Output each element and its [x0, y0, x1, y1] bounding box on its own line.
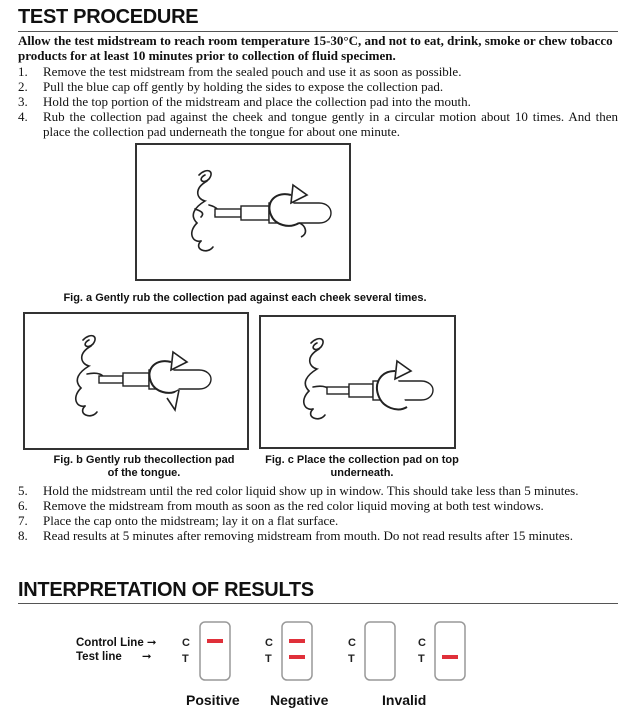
step-text: Place the cap onto the midstream; lay it on a flat surface. — [43, 513, 339, 528]
mouth-swab-cheek-illustration — [137, 145, 349, 279]
figure-b-caption — [38, 454, 250, 480]
strip-invalid2-t-letter: T — [418, 653, 425, 665]
strip-negative-window — [282, 622, 312, 680]
strip-positive-control-line — [207, 639, 223, 643]
step-number: 5. — [18, 483, 28, 498]
swab-under-tongue-illustration — [261, 317, 454, 447]
strip-invalid1-c-letter: C — [348, 637, 356, 649]
mouth-swab-tongue-illustration — [25, 314, 247, 448]
result-negative-label: Negative — [270, 692, 329, 708]
step-text: Remove the midstream from mouth as soon as the red color liquid moving at both test windows. — [43, 498, 544, 513]
list-item — [18, 513, 618, 528]
figure-c — [259, 315, 456, 449]
step-text: Remove the test midstream from the sealed pouch and use it as soon as possible. — [43, 64, 462, 79]
step-text: Pull the blue cap off gently by holding the sides to expose the collection pad. — [43, 79, 444, 94]
step-text: Hold the midstream until the red color liquid show up in window. This should take less than 5 minutes. — [43, 483, 579, 498]
figure-b-caption-line1: Fig. b Gently rub thecollection pad — [53, 454, 235, 466]
step-text: Read results at 5 minutes after removing midstream from mouth. Do not read results after 15 minutes. — [43, 528, 573, 543]
strip-invalid2-c-letter: C — [418, 637, 426, 649]
procedure-intro: Allow the test midstream to reach room temperature 15-30°C, and not to eat, drink, smoke or chew tobacco products for at least 10 minutes prior to collection of fluid specimen. — [18, 33, 613, 63]
strip-invalid2-test-line — [442, 655, 458, 659]
test-line-label — [76, 650, 151, 664]
list-item — [18, 483, 618, 498]
result-strips-diagram — [170, 618, 480, 688]
test-line-text: Test line — [76, 651, 122, 663]
list-item — [18, 498, 618, 513]
figure-b-caption-line2: of the tongue. — [107, 467, 181, 479]
list-item — [18, 64, 618, 79]
step-text: Rub the collection pad against the cheek and tongue gently in a circular motion about 10 times. And then place the collection pad underneath the tongue for about one minute. — [43, 109, 618, 139]
steps-list-2 — [18, 483, 618, 543]
figure-a-caption: Fig. a Gently rub the collection pad against each cheek several times. — [63, 292, 427, 304]
strip-invalid1-t-letter: T — [348, 653, 355, 665]
control-line-text: Control Line — [76, 637, 144, 649]
list-item — [18, 94, 618, 109]
strip-invalid1-window — [365, 622, 395, 680]
result-invalid-label: Invalid — [382, 692, 427, 708]
list-item — [18, 528, 618, 543]
interpretation-title: INTERPRETATION OF RESULTS — [18, 579, 314, 601]
figure-c-caption-line1: Fig. c Place the collection pad on top — [265, 454, 459, 466]
figure-c-caption — [262, 454, 462, 480]
steps-list-1 — [18, 64, 618, 139]
figure-c-caption-line2: underneath. — [330, 467, 394, 479]
strip-positive-window — [200, 622, 230, 680]
list-item — [18, 79, 618, 94]
strip-positive-t-letter: T — [182, 653, 189, 665]
strip-negative-test-line — [289, 655, 305, 659]
strip-invalid2-window — [435, 622, 465, 680]
result-positive-label: Positive — [186, 692, 240, 708]
procedure-title: TEST PROCEDURE — [18, 6, 199, 28]
arrow-right-icon: ➞ — [143, 637, 157, 649]
step-number: 6. — [18, 498, 28, 513]
strip-negative-t-letter: T — [265, 653, 272, 665]
strip-positive-c-letter: C — [182, 637, 190, 649]
step-number: 8. — [18, 528, 28, 543]
step-number: 7. — [18, 513, 28, 528]
strip-negative-c-letter: C — [265, 637, 273, 649]
list-item — [18, 109, 618, 139]
strip-negative-control-line — [289, 639, 305, 643]
step-number: 2. — [18, 79, 28, 94]
step-text: Hold the top portion of the midstream and place the collection pad into the mouth. — [43, 94, 471, 109]
interpretation-title-rule — [18, 603, 618, 604]
procedure-title-rule — [18, 31, 618, 32]
step-number: 4. — [18, 109, 28, 124]
control-line-label — [76, 636, 157, 650]
step-number: 1. — [18, 64, 28, 79]
figure-a — [135, 143, 351, 281]
figure-b — [23, 312, 249, 450]
step-number: 3. — [18, 94, 28, 109]
arrow-right-icon: ➞ — [141, 651, 152, 663]
